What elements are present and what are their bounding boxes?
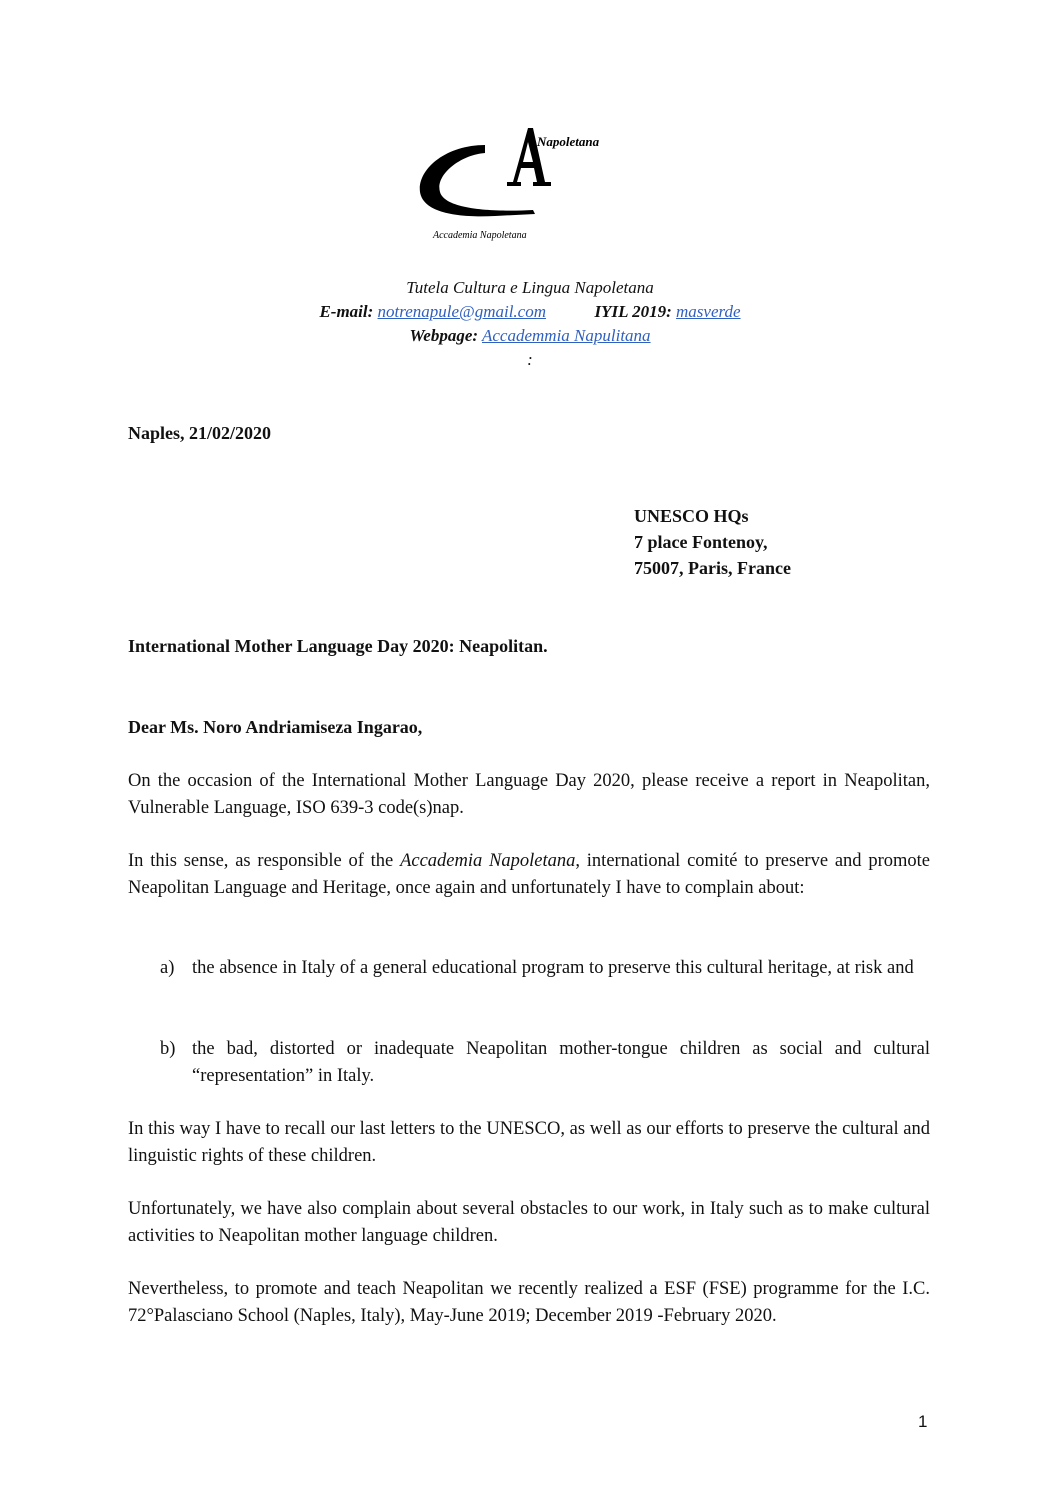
webpage-label: Webpage: (409, 326, 479, 345)
letterhead-tagline: Tutela Cultura e Lingua Napoletana (406, 278, 654, 297)
letterhead-contact-line (0, 302, 1060, 322)
salutation: Dear Ms. Noro Andriamiseza Ingarao, (128, 717, 423, 737)
list-item (160, 955, 930, 982)
paragraph-2 (128, 848, 930, 902)
list-marker: a) (160, 958, 175, 978)
logo-script-bottom: Accademia Napoletana (433, 230, 527, 241)
accademia-logo (415, 120, 625, 245)
email-link[interactable]: notrenapule@gmail.com (377, 302, 546, 321)
paragraph-2-end: , international comité to preserve and promote Neapolitan Language and Heritage, once again and unfortunately I have to complain about: (128, 851, 930, 898)
place-date: Naples, 21/02/2020 (128, 423, 272, 443)
paragraph-4: Unfortunately, we have also complain about several obstacles to our work, in Italy such as to make cultural activities to Neapolitan mother language children. (128, 1199, 930, 1246)
list-item-text: the bad, distorted or inadequate Neapolitan mother-tongue children as social and cultural “representation” in Italy. (192, 1039, 930, 1086)
paragraph-3: In this way I have to recall our last letters to the UNESCO, as well as our efforts to preserve the cultural and linguistic rights of these children. (128, 1119, 930, 1166)
recipient-line-3: 75007, Paris, France (634, 558, 791, 578)
email-label: E-mail: (319, 302, 374, 321)
webpage-link[interactable]: Accademmia Napulitana (482, 326, 651, 345)
list-marker: b) (160, 1039, 176, 1059)
paragraph-2-start: In this sense, as responsible of the (128, 851, 401, 871)
iyil-label: IYIL 2019: (594, 302, 672, 321)
list-item-text: the absence in Italy of a general educational program to preserve this cultural heritage, at risk and (192, 958, 914, 978)
paragraph-1: On the occasion of the International Mother Language Day 2020, please receive a report in Neapolitan, Vulnerable Language, ISO 639-3 code(s)nap. (128, 771, 930, 818)
list-item (160, 1036, 930, 1090)
letterhead-webpage-line (0, 326, 1060, 346)
letter-subject: International Mother Language Day 2020: Neapolitan. (128, 636, 548, 656)
paragraph-5: Nevertheless, to promote and teach Neapolitan we recently realized a ESF (FSE) programme for the I.C. 72°Palasciano School (Naples, Italy), May-June 2019; December 2019 -February 2020. (128, 1279, 930, 1326)
logo-graphic (415, 120, 625, 245)
letterhead-colon: : (527, 350, 533, 369)
academy-name-italic: Accademia Napoletana (400, 851, 576, 871)
recipient-line-2: 7 place Fontenoy, (634, 532, 768, 552)
page-number: 1 (918, 1412, 928, 1431)
iyil-link[interactable]: masverde (676, 302, 741, 321)
recipient-line-1: UNESCO HQs (634, 506, 749, 526)
logo-script-top: Napoletana (537, 134, 600, 149)
